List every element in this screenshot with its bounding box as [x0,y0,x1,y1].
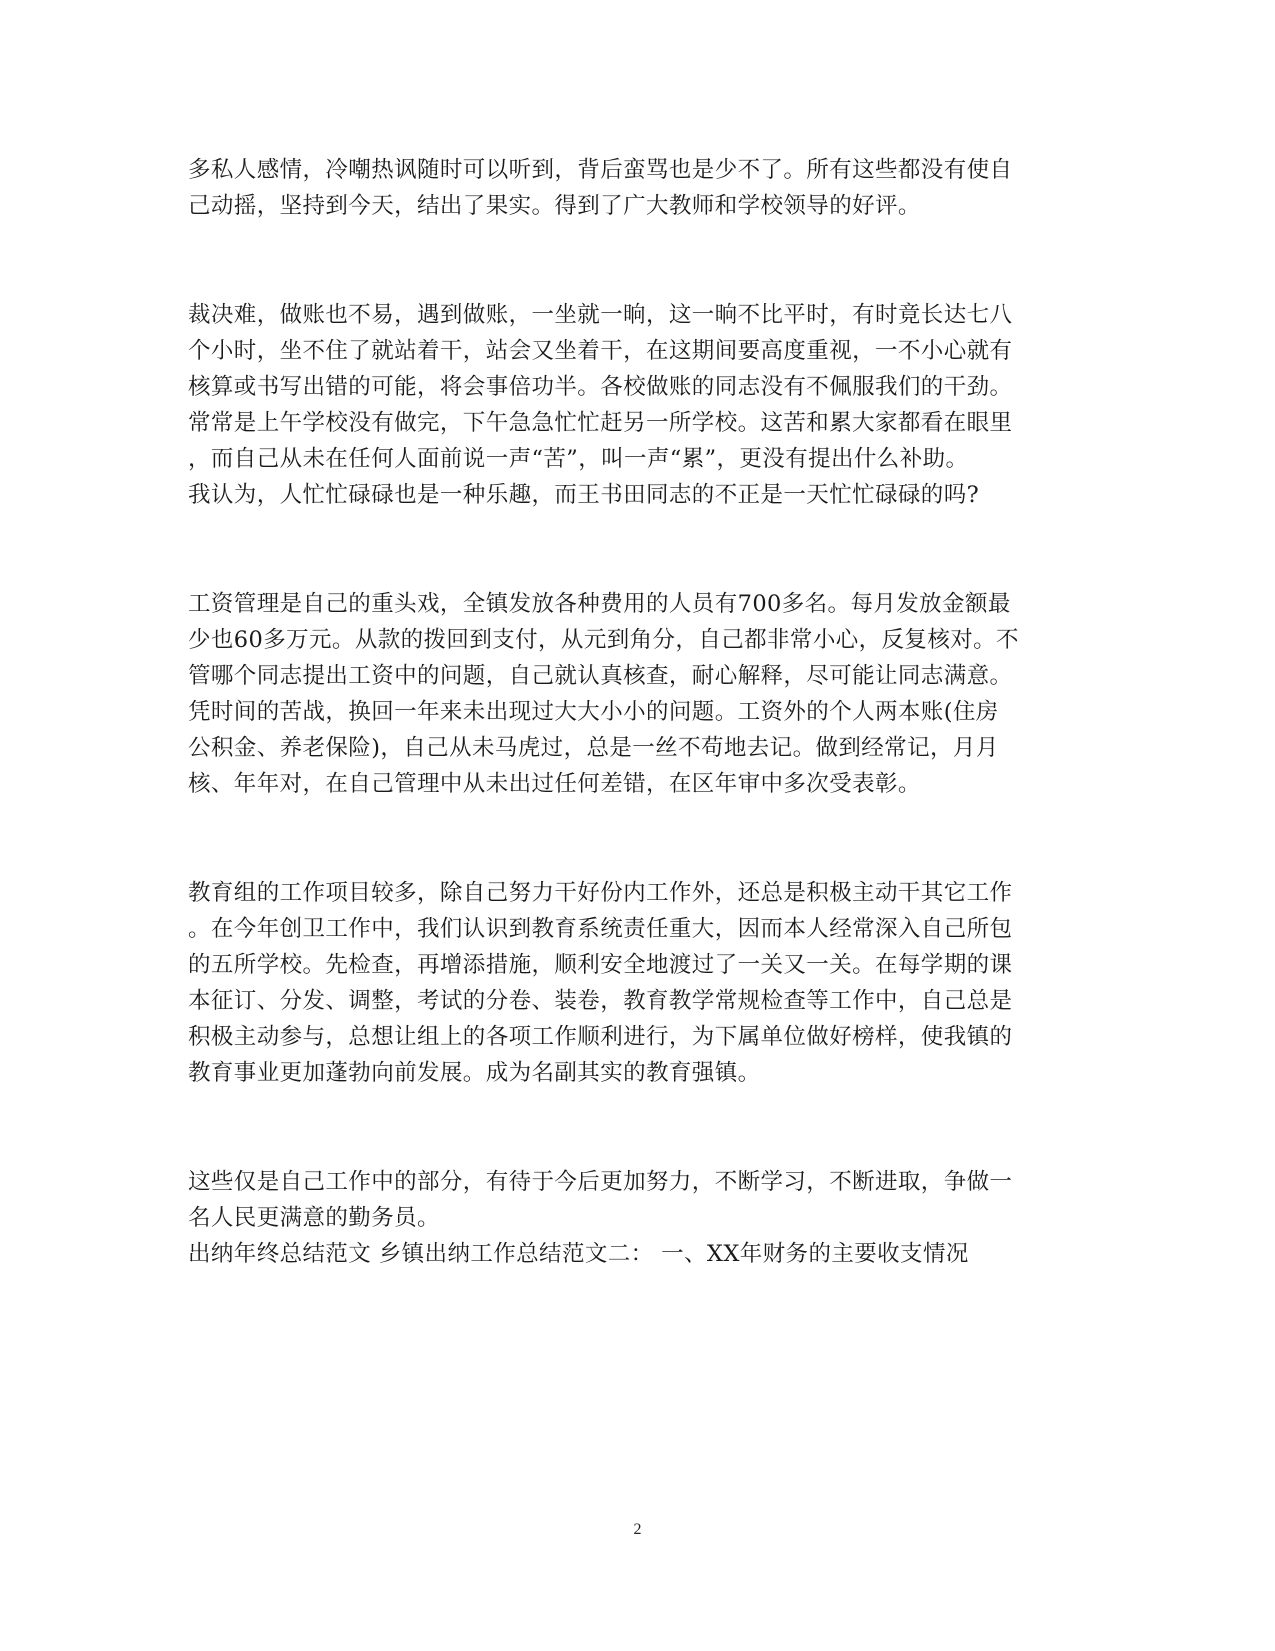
text-line: 教育事业更加蓬勃向前发展。成为名副其实的教育强镇。 [188,1060,761,1086]
text-line: 个小时，坐不住了就站着干，站会又坐着干，在这期间要高度重视，一不小心就有 [188,338,1013,364]
text-line: 凭时间的苦战，换回一年来未出现过大大小小的问题。工资外的个人两本账(住房 [188,699,999,725]
paragraph [188,1164,1088,1272]
paragraph-spacer [188,513,1088,586]
paragraph-spacer [188,1091,1088,1164]
paragraph [188,297,1088,513]
text-line: 的五所学校。先检查，再增添措施，顺利安全地渡过了一关又一关。在每学期的课 [188,952,1013,978]
text-line: 裁决难，做账也不易，遇到做账，一坐就一晌，这一晌不比平时，有时竟长达七八 [188,302,1013,328]
text-line: 工资管理是自己的重头戏，全镇发放各种费用的人员有700多名。每月发放金额最 [188,591,1011,617]
text-line: 教育组的工作项目较多，除自己努力干好份内工作外，还总是积极主动干其它工作 [188,880,1013,906]
text-line: 名人民更满意的勤务员。 [188,1205,440,1231]
text-line: ，而自己从未在任何人面前说一声“苦”，叫一声“累”，更没有提出什么补助。 [188,446,969,472]
text-line: 管哪个同志提出工资中的问题，自己就认真核查，耐心解释，尽可能让同志满意。 [188,663,1013,689]
text-line: 公积金、养老保险)，自己从未马虎过，总是一丝不苟地去记。做到经常记，月月 [188,735,999,761]
paragraph-spacer [188,224,1088,297]
text-line: 己动摇，坚持到今天，结出了果实。得到了广大教师和学校领导的好评。 [188,193,921,219]
section-heading-line: 出纳年终总结范文 乡镇出纳工作总结范文二： 一、XX年财务的主要收支情况 [188,1241,969,1267]
text-line: 常常是上午学校没有做完，下午急急忙忙赶另一所学校。这苦和累大家都看在眼里 [188,410,1013,436]
text-line: 核、年年对，在自己管理中从未出过任何差错，在区年审中多次受表彰。 [188,771,921,797]
paragraph-spacer [188,802,1088,875]
paragraph [188,152,1088,224]
page-number: 2 [633,1521,642,1538]
text-line: 多私人感情，冷嘲热讽随时可以听到，背后蛮骂也是少不了。所有这些都没有使自 [188,157,1013,183]
text-line: 核算或书写出错的可能，将会事倍功半。各校做账的同志没有不佩服我们的干劲。 [188,374,1013,400]
text-line: 。在今年创卫工作中，我们认识到教育系统责任重大，因而本人经常深入自己所包 [188,916,1013,942]
text-line: 少也60多万元。从款的拨回到支付，从元到角分，自己都非常小心，反复核对。不 [188,627,1019,653]
text-line: 这些仅是自己工作中的部分，有待于今后更加努力，不断学习，不断进取，争做一 [188,1169,1013,1195]
text-line: 我认为，人忙忙碌碌也是一种乐趣，而王书田同志的不正是一天忙忙碌碌的吗? [188,482,980,508]
text-line: 本征订、分发、调整，考试的分卷、装卷，教育教学常规检查等工作中，自己总是 [188,988,1013,1014]
paragraph [188,875,1088,1091]
paragraph [188,586,1088,802]
document-body [188,152,1088,1272]
text-line: 积极主动参与，总想让组上的各项工作顺利进行，为下属单位做好榜样，使我镇的 [188,1024,1013,1050]
